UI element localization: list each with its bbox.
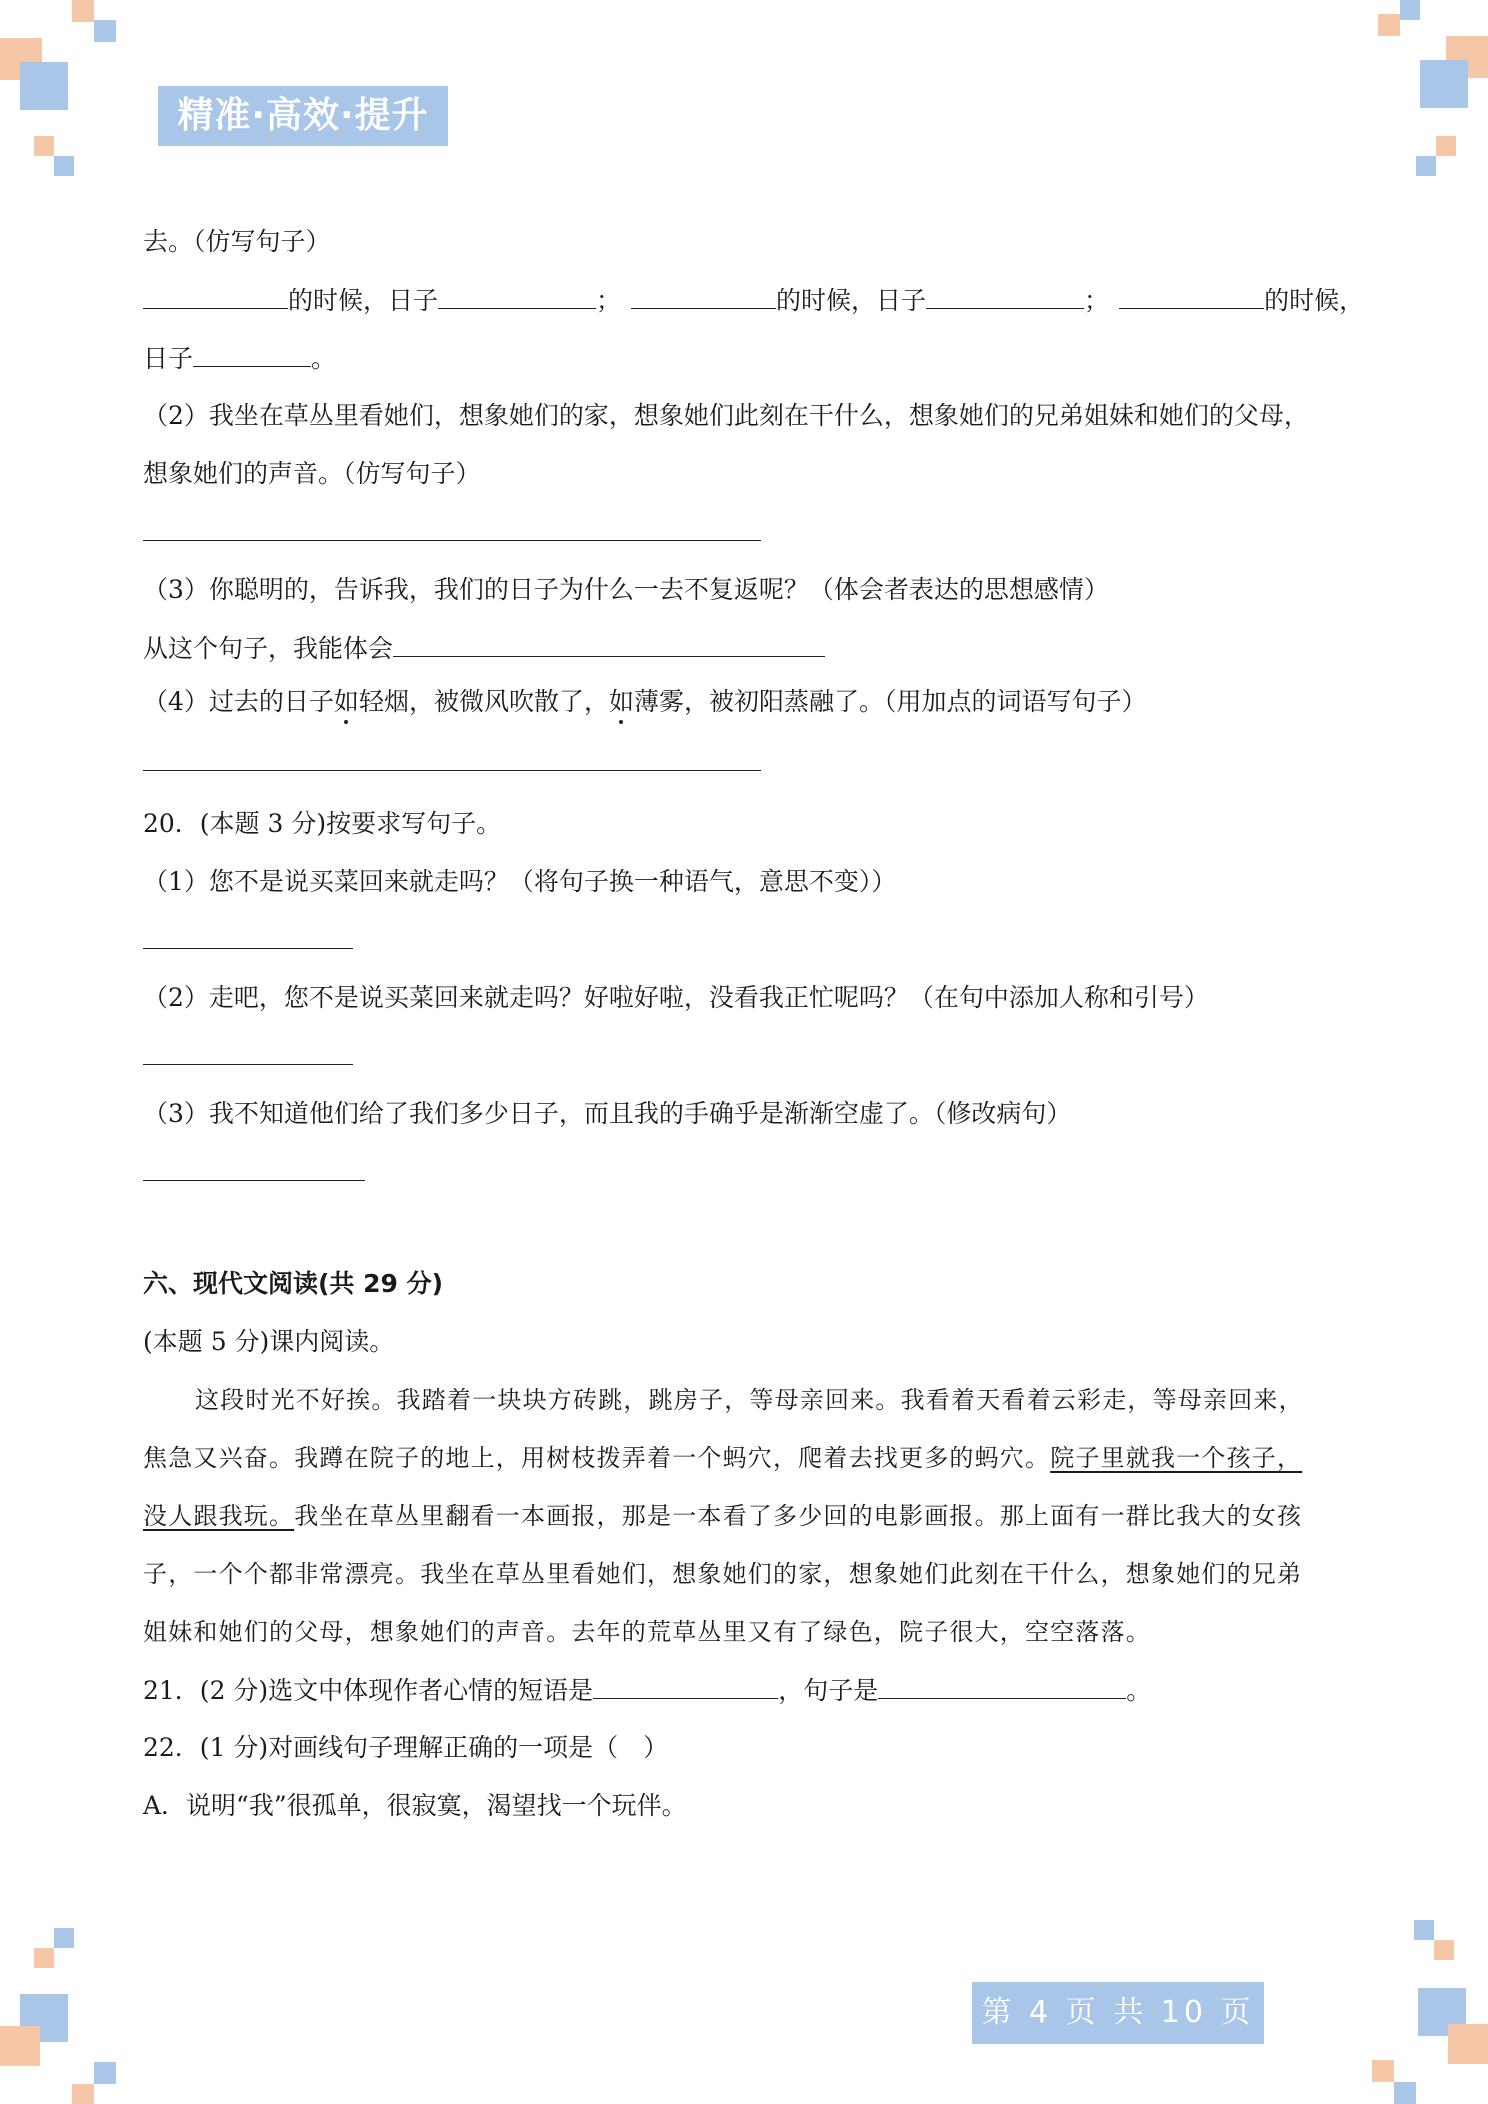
page-number: 第 4 页 共 10 页 bbox=[972, 1982, 1264, 2044]
answer-line[interactable] bbox=[143, 922, 353, 959]
corner-square bbox=[1420, 60, 1468, 108]
corner-square bbox=[0, 2026, 40, 2066]
passage-line bbox=[143, 1440, 1302, 1476]
corner-square bbox=[1378, 14, 1400, 36]
passage-line: 姐妹和她们的父母，想象她们的声音。去年的荒草丛里又有了绿色，院子很大，空空落落。 bbox=[143, 1618, 1151, 1646]
q20-sub2: （2）走吧，您不是说买菜回来就走吗？好啦好啦，没看我正忙呢吗？（在句中添加人称和引号） bbox=[143, 983, 1209, 1012]
q21-text: ，句子是 bbox=[778, 1676, 879, 1705]
q21 bbox=[143, 1672, 1151, 1709]
section-subtitle: (本题 5 分)课内阅读。 bbox=[143, 1327, 395, 1356]
dotted-word: 如 bbox=[608, 687, 634, 716]
passage-line bbox=[143, 1498, 1302, 1534]
corner-square bbox=[72, 2084, 94, 2104]
corner-square bbox=[1414, 1920, 1434, 1940]
answer-blank[interactable] bbox=[593, 1672, 778, 1699]
corner-square bbox=[1434, 1940, 1454, 1960]
q19-sub3-answer bbox=[143, 630, 825, 667]
q19-text: 薄雾，被初阳蒸融了。（用加点的词语写句子） bbox=[633, 687, 1147, 716]
q21-text: 21．(2 分)选文中体现作者心情的短语是 bbox=[143, 1676, 594, 1705]
corner-square bbox=[1416, 156, 1436, 176]
q20-sub3: （3）我不知道他们给了我们多少日子，而且我的手确乎是渐渐空虚了。（修改病句） bbox=[143, 1099, 1072, 1128]
answer-line[interactable] bbox=[143, 514, 761, 551]
q19-text: 的时候， bbox=[1264, 286, 1365, 315]
answer-blank[interactable] bbox=[193, 340, 311, 367]
answer-blank[interactable] bbox=[631, 282, 776, 309]
corner-square bbox=[34, 136, 54, 156]
q20-title: 20．(本题 3 分)按要求写句子。 bbox=[143, 809, 502, 838]
passage-text: 焦急又兴奋。我蹲在院子的地上，用树枝拨弄着一个蚂穴，爬着去找更多的蚂穴。 bbox=[143, 1444, 1051, 1472]
q19-fill-line bbox=[143, 340, 336, 377]
corner-square bbox=[1372, 2060, 1394, 2082]
corner-square bbox=[72, 0, 94, 22]
q19-text: （4）过去的日子 bbox=[143, 687, 334, 716]
q19-text: 日子 bbox=[143, 344, 194, 373]
answer-line[interactable] bbox=[143, 1154, 365, 1191]
answer-line[interactable] bbox=[143, 1038, 353, 1075]
q19-fill-line bbox=[143, 282, 1364, 319]
answer-blank[interactable] bbox=[438, 282, 596, 309]
answer-line[interactable] bbox=[143, 744, 761, 781]
corner-square bbox=[1400, 0, 1420, 20]
answer-blank[interactable] bbox=[926, 282, 1084, 309]
answer-blank[interactable] bbox=[143, 282, 288, 309]
corner-square bbox=[1436, 136, 1456, 156]
q22-title: 22．(1 分)对画线句子理解正确的一项是（ ） bbox=[143, 1733, 669, 1762]
answer-blank[interactable] bbox=[1119, 282, 1264, 309]
q19-text: ； bbox=[1084, 286, 1110, 315]
corner-square bbox=[94, 2062, 116, 2084]
passage-line: 这段时光不好挨。我踏着一块块方砖跳，跳房子，等母亲回来。我看着天看着云彩走，等母亲回来， bbox=[195, 1386, 1304, 1414]
header-banner: 精准·高效·提升 bbox=[158, 86, 448, 146]
underlined-sentence: 没人跟我玩。 bbox=[143, 1502, 295, 1530]
q19-text: 从这个句子，我能体会 bbox=[143, 634, 394, 663]
q19-line: 去。（仿写句子） bbox=[143, 227, 331, 256]
passage-text: 我坐在草丛里翻看一本画报，那是一本看了多少回的电影画报。那上面有一群比我大的女孩 bbox=[294, 1502, 1303, 1530]
q19-text: 的时候，日子 bbox=[776, 286, 927, 315]
answer-blank[interactable] bbox=[878, 1672, 1126, 1699]
passage-line: 子，一个个都非常漂亮。我坐在草丛里看她们，想象她们的家，想象她们此刻在干什么，想象她们的兄弟 bbox=[143, 1560, 1303, 1588]
corner-square bbox=[1448, 2024, 1488, 2064]
corner-square bbox=[94, 20, 116, 42]
q21-text: 。 bbox=[1126, 1676, 1152, 1705]
answer-blank[interactable] bbox=[393, 630, 825, 657]
q19-sub4 bbox=[143, 684, 1146, 720]
q19-text: 。 bbox=[311, 344, 337, 373]
underlined-sentence: 院子里就我一个孩子， bbox=[1050, 1444, 1303, 1472]
q19-sub3: （3）你聪明的，告诉我，我们的日子为什么一去不复返呢？（体会者表达的思想感情） bbox=[143, 575, 1109, 604]
corner-square bbox=[54, 1928, 74, 1948]
section-title: 六、现代文阅读(共 29 分) bbox=[143, 1269, 444, 1298]
corner-square bbox=[54, 156, 74, 176]
q19-text: 的时候，日子 bbox=[288, 286, 439, 315]
corner-square bbox=[34, 1948, 54, 1968]
q19-text: ； bbox=[596, 286, 622, 315]
q19-sub2: （2）我坐在草丛里看她们，想象她们的家，想象她们此刻在干什么，想象她们的兄弟姐妹和她们的父母， bbox=[143, 401, 1309, 430]
q22-option-a[interactable]: A．说明“我”很孤单，很寂寞，渴望找一个玩伴。 bbox=[143, 1791, 687, 1820]
corner-square bbox=[1394, 2082, 1416, 2104]
dotted-word: 如 bbox=[333, 687, 359, 716]
q20-sub1: （1）您不是说买菜回来就走吗？（将句子换一种语气，意思不变）） bbox=[143, 867, 897, 896]
corner-square bbox=[20, 62, 68, 110]
q19-text: 轻烟，被微风吹散了， bbox=[358, 687, 609, 716]
q19-sub2-cont: 想象她们的声音。（仿写句子） bbox=[143, 459, 481, 488]
